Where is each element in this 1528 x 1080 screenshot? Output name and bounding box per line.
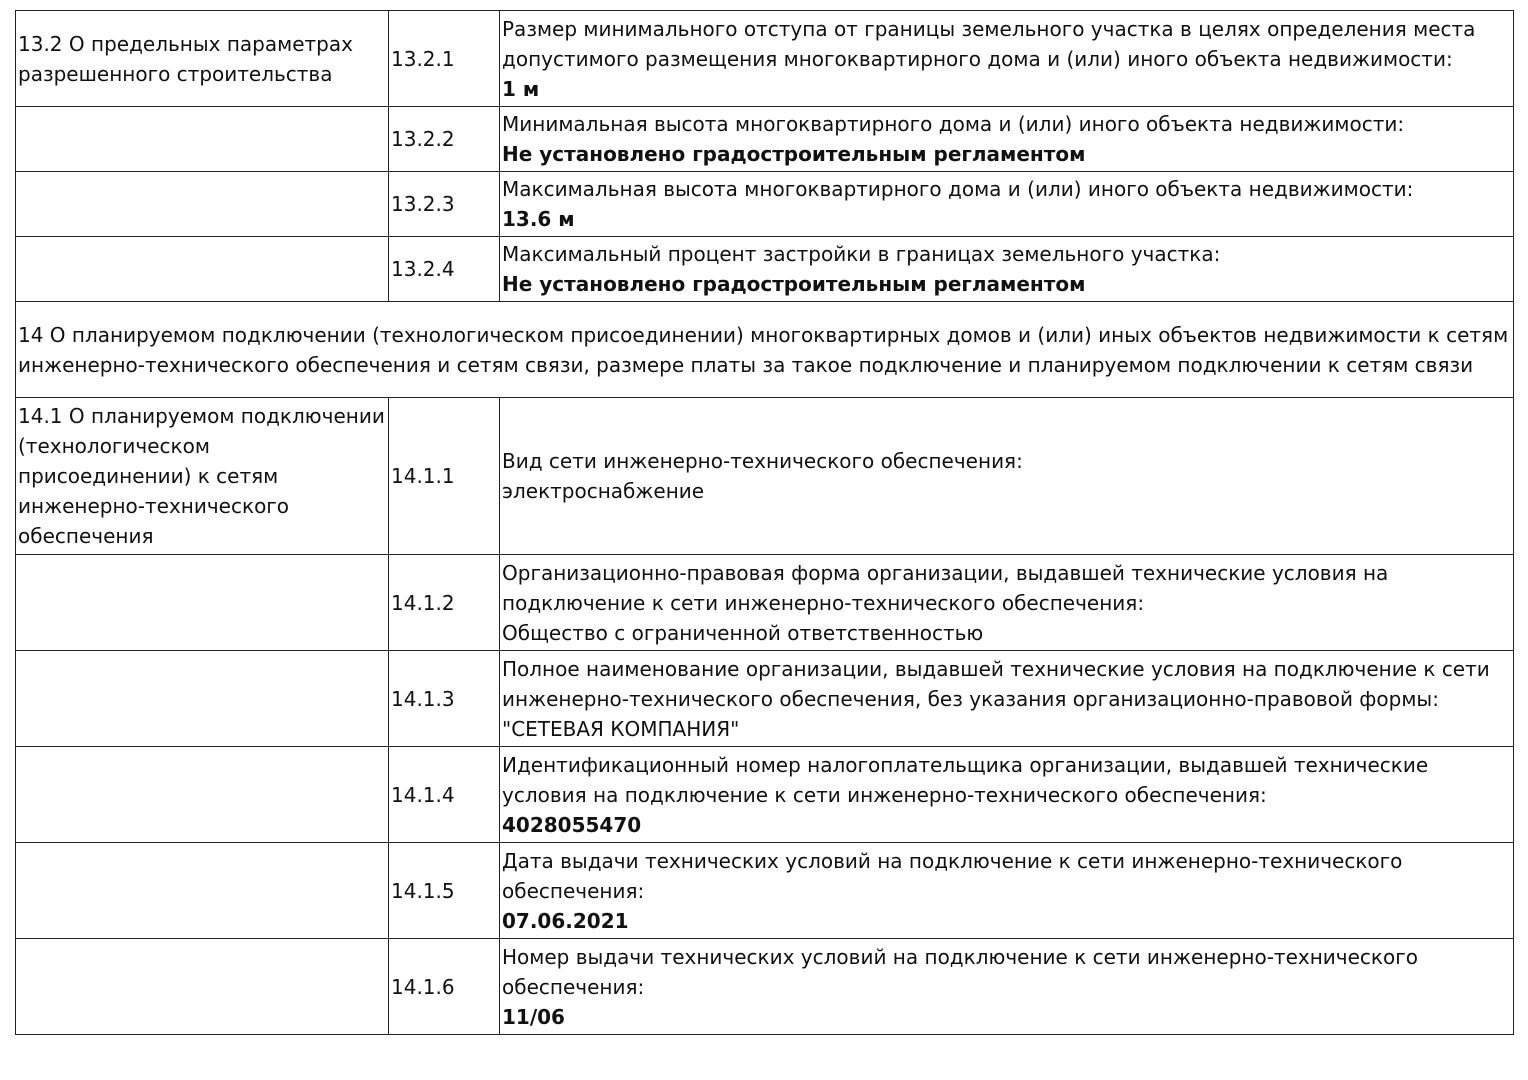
row-value: 11/06 <box>502 1004 565 1029</box>
row-number: 14.1.4 <box>389 747 500 843</box>
row-number: 13.2.2 <box>389 107 500 172</box>
table-row <box>16 11 1514 107</box>
empty-cell <box>16 651 389 747</box>
row-number: 14.1.6 <box>389 939 500 1035</box>
empty-cell <box>16 843 389 939</box>
empty-cell <box>16 172 389 237</box>
empty-cell <box>16 939 389 1035</box>
row-content <box>500 555 1514 651</box>
row-content <box>500 939 1514 1035</box>
row-label: Минимальная высота многоквартирного дома и (или) иного объекта недвижимости: <box>502 112 1405 136</box>
row-label: Полное наименование организации, выдавшей технические условия на подключение к сети инженерно-технического обеспечения, без указания организационно-правовой формы: <box>502 656 1490 711</box>
row-content <box>500 843 1514 939</box>
row-label: Максимальная высота многоквартирного дома и (или) иного объекта недвижимости: <box>502 177 1414 201</box>
row-value: 13.6 м <box>502 207 575 231</box>
row-number: 14.1.2 <box>389 555 500 651</box>
table-row <box>16 237 1514 302</box>
section-title-14: 14 О планируемом подключении (технологическом присоединении) многоквартирных домов и (или) иных объектов недвижимости к сетям инженерно-технического обеспечения и сетям связи, размере платы за такое подключение и планируемом подключении к сетям связи <box>16 302 1514 398</box>
row-label: Идентификационный номер налогоплательщика организации, выдавшей технические условия на подключение к сети инженерно-технического обеспечения: <box>502 752 1429 807</box>
empty-cell <box>16 555 389 651</box>
table-row <box>16 107 1514 172</box>
row-content <box>500 747 1514 843</box>
row-content <box>500 651 1514 747</box>
table-row <box>16 172 1514 237</box>
row-number: 14.1.5 <box>389 843 500 939</box>
row-value: 07.06.2021 <box>502 908 629 933</box>
row-value: Не установлено градостроительным регламентом <box>502 142 1086 166</box>
row-content <box>500 237 1514 302</box>
row-value: 1 м <box>502 76 540 101</box>
empty-cell <box>16 237 389 302</box>
row-label: Дата выдачи технических условий на подключение к сети инженерно-технического обеспечения: <box>502 848 1403 903</box>
empty-cell <box>16 107 389 172</box>
row-number: 14.1.1 <box>389 398 500 555</box>
row-value: "СЕТЕВАЯ КОМПАНИЯ" <box>502 716 740 741</box>
row-number: 14.1.3 <box>389 651 500 747</box>
row-label: Размер минимального отступа от границы земельного участка в целях определения места допустимого размещения многоквартирного дома и (или) иного объекта недвижимости: <box>502 16 1476 71</box>
empty-cell <box>16 747 389 843</box>
table-row <box>16 398 1514 555</box>
row-number: 13.2.1 <box>389 11 500 107</box>
section-header-row <box>16 302 1514 398</box>
row-label: Номер выдачи технических условий на подключение к сети инженерно-технического обеспечения: <box>502 944 1418 999</box>
row-number: 13.2.3 <box>389 172 500 237</box>
table-row <box>16 651 1514 747</box>
table-row <box>16 939 1514 1035</box>
row-content <box>500 11 1514 107</box>
row-number: 13.2.4 <box>389 237 500 302</box>
row-content <box>500 398 1514 555</box>
section-title-13-2: 13.2 О предельных параметрах разрешенного строительства <box>16 11 389 107</box>
row-value: Не установлено градостроительным регламентом <box>502 272 1086 296</box>
table-row <box>16 747 1514 843</box>
table-row <box>16 555 1514 651</box>
row-value: Общество с ограниченной ответственностью <box>502 620 984 645</box>
section-title-14-1: 14.1 О планируемом подключении (технологическом присоединении) к сетям инженерно-технического обеспечения <box>16 398 389 555</box>
row-label: Максимальный процент застройки в границах земельного участка: <box>502 242 1221 266</box>
disclosure-table <box>15 10 1514 1035</box>
table-row <box>16 843 1514 939</box>
row-label: Вид сети инженерно-технического обеспечения: <box>502 449 1023 473</box>
row-value: 4028055470 <box>502 812 642 837</box>
row-content <box>500 172 1514 237</box>
row-content <box>500 107 1514 172</box>
row-label: Организационно-правовая форма организации, выдавшей технические условия на подключение к сети инженерно-технического обеспечения: <box>502 560 1389 615</box>
row-value: электроснабжение <box>502 479 705 503</box>
